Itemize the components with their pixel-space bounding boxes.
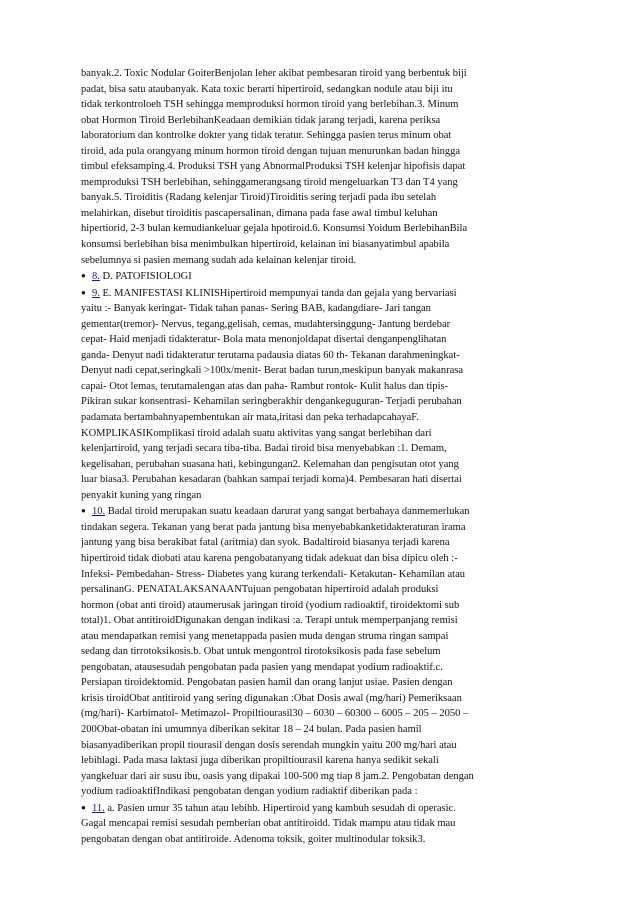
text-line <box>81 426 561 442</box>
text-line <box>81 644 561 660</box>
item-number-link[interactable]: 9. <box>92 287 100 299</box>
text-line <box>81 82 561 98</box>
text-line <box>81 332 561 348</box>
text-line <box>81 613 561 629</box>
text-line <box>81 348 561 364</box>
line-text: Denyut nadi cepat,seringkali >100x/menit- Berat badan turun,meskipun banyak makanrasa <box>81 365 464 377</box>
line-text: pengobatan, atausesudah pengobatan pada pasien yang mendapat yodium radioaktif.c. <box>81 661 443 673</box>
line-text: pengobatan dengan obat antitiroide. Adenoma toksik, goiter multinodular toksik3. <box>81 833 426 845</box>
text-line <box>81 488 561 504</box>
text-line <box>81 503 561 520</box>
line-text: hormon (obat anti tiroid) ataumerusak jaringan tiroid (yodium radioaktif, tiroidektomi sub <box>81 599 460 611</box>
line-text: Gagal mencapai remisi sesudah pemberian obat antitiroidd. Tidak mampu atau tidak mau <box>81 818 456 830</box>
line-text: konsumsi berlebihan bisa menimbulkan hipertiroid, kelainan ini biasanyatimbul apabila <box>81 239 450 251</box>
numbered-paragraph <box>81 285 561 504</box>
text-line <box>81 144 561 160</box>
line-text: banyak.2. Toxic Nodular GoiterBenjolan leher akibat pembesaran tiroid yang berbentuk biji <box>81 68 467 79</box>
text-line <box>81 629 561 645</box>
line-text: (mg/hari)- Karbimatol- Metimazol- Propiltiourasil30 – 6030 – 60300 – 6005 – 205 – 2050 – <box>81 708 469 720</box>
text-paragraph <box>81 66 561 268</box>
text-line <box>81 441 561 457</box>
text-line <box>81 784 561 800</box>
text-line <box>81 567 561 583</box>
line-text: a. Pasien umur 35 tahun atau lebihb. Hipertiroid yang kambuh sesudah di operasic. <box>107 802 456 814</box>
line-text: padat, bisa satu ataubanyak. Kata toxic berarti hipertiroid, sedangkan nodule atau biji itu <box>81 83 453 95</box>
text-line <box>81 410 561 426</box>
line-text: atau mendapatkan remisi yang menetappada pasien muda dengan struma ringan sampai <box>81 630 449 642</box>
line-text: tiroid, ada pula orangyang minum hormon tiroid dengan tujuan menurunkan badan hingga <box>81 145 461 157</box>
text-line <box>81 206 561 222</box>
text-line <box>81 457 561 473</box>
line-text: luar biasa3. Perubahan kesadaran (bahkan sampai terjadi koma)4. Pembesaran hati disertai <box>81 474 462 486</box>
line-text: penyakit kuning yang ringan <box>81 489 202 501</box>
item-number-link[interactable]: 11. <box>92 802 105 814</box>
line-text: Infeksi- Pembedahan- Stress- Diabetes yang kurang terkendali- Ketakutan- Kehamilan atau <box>81 568 465 580</box>
line-text: tindakan segera. Tekanan yang berat pada jantung bisa menyebabkanketidakteraturan irama <box>81 521 466 533</box>
text-line <box>81 237 561 253</box>
line-text: jantung yang bisa berakibat fatal (aritmia) dan syok. Badaltiroid biasanya terjadi karena <box>81 537 450 549</box>
text-line <box>81 301 561 317</box>
line-text: yaitu :- Banyak keringat- Tidak tahan panas- Sering BAB, kadangdiare- Jari tangan <box>81 303 431 315</box>
numbered-paragraph <box>81 800 561 848</box>
numbered-paragraph <box>81 503 561 799</box>
text-line <box>81 66 561 82</box>
text-line <box>81 472 561 488</box>
line-text: melahirkan, disebut tiroiditis pascapersalinan, dimana pada fase awal timbul keluhan <box>81 207 438 219</box>
text-line <box>81 769 561 785</box>
item-number-link[interactable]: 10. <box>92 506 106 518</box>
line-text: hipertiroid tidak diobati atau karena pengobatanyang tidak adekuat dan bisa dipicu oleh :- <box>81 552 458 564</box>
text-line <box>81 535 561 551</box>
text-line <box>81 816 561 832</box>
line-text: laboratorium dan kontrolke dokter yang tidak teratur. Sehingga pasien terus minum obat <box>81 130 452 142</box>
line-text: lebihlagi. Pada masa laktasi juga diberikan propiltiourasil karena hanya sedikit sekali <box>81 755 439 767</box>
text-line <box>81 753 561 769</box>
text-line <box>81 285 561 302</box>
line-text: krisis tiroidObat antitiroid yang sering digunakan :Obat Dosis awal (mg/hari) Pemeriksaan <box>81 692 462 704</box>
text-line <box>81 675 561 691</box>
line-text: 200Obat-obatan ini umumnya diberikan sekitar 18 – 24 bulan. Pada pasien hamil <box>81 723 422 735</box>
line-text: padamata bertambahnyapembentukan air mata,iritasi dan peka terhadapcahayaF. <box>81 412 419 424</box>
line-text: E. MANIFESTASI KLINISHipertiroid mempunyai tanda dan gejala yang bervariasi <box>102 287 457 299</box>
line-text: obat Hormon Tiroid BerlebihanKeadaan demikian tidak jarang terjadi, karena periksa <box>81 114 441 126</box>
line-text: hipertiorid, 2-3 bulan kemudiankeluar gejala hpotiroid.6. Konsumsi Yoidum BerlebihanBila <box>81 223 468 235</box>
line-text: timbul efeksamping.4. Produksi TSH yang AbnormalProduksi TSH kelenjar hipofisis dapat <box>81 161 466 173</box>
line-text: yodium radioaktifIndikasi pengobatan dengan yodium radiaktif diberikan pada : <box>81 786 418 798</box>
line-text: yangkeluar dari air susu ibu, oasis yang dipakai 100-500 mg tiap 8 jam.2. Pengobatan dengan <box>81 770 474 782</box>
line-text: Pikiran sukar konsentrasi- Kehamilan seringberakhir dengankeguguran- Terjadi perubahan <box>81 396 462 408</box>
bullet-icon: ● <box>81 506 86 516</box>
text-line <box>81 691 561 707</box>
numbered-paragraph <box>81 268 561 285</box>
text-line <box>81 598 561 614</box>
text-line <box>81 159 561 175</box>
line-text: Persiapan tiroidektomid. Pengobatan pasien hamil dan orang lanjut usiae. Pasien dengan <box>81 677 453 689</box>
bullet-icon: ● <box>81 287 86 297</box>
text-line <box>81 317 561 333</box>
text-line <box>81 97 561 113</box>
line-text: kelenjartiroid, yang terjadi secara tiba-tiba. Badai tiroid bisa menyebabkan :1. Demam, <box>81 443 447 455</box>
item-number-link[interactable]: 8. <box>92 271 100 283</box>
line-text: gementar(tremor)- Nervus, tegang,gelisah, cemas, mudahtersinggung- Jantung berdebar <box>81 318 451 330</box>
line-text: total)1. Obat antitiroidDigunakan dengan indikasi :a. Terapi untuk memperpanjang remisi <box>81 615 458 627</box>
text-line <box>81 722 561 738</box>
bullet-icon: ● <box>81 802 86 812</box>
line-text: banyak.5. Tiroiditis (Radang kelenjar Tiroid)Tiroiditis sering terjadi pada ibu setelah <box>81 192 437 204</box>
line-text: cepat- Haid menjadi tidakteratur- Bola mata menonjoldapat disertai denganpenglihatan <box>81 334 447 346</box>
line-text: Badal tiroid merupakan suatu keadaan darurat yang sangat berbahaya danmemerlukan <box>107 506 470 518</box>
line-text: biasanyadiberikan propil tiourasil dengan dosis serendah mungkin yaitu 200 mg/hari atau <box>81 739 457 751</box>
text-line <box>81 253 561 269</box>
document-page <box>81 66 561 847</box>
text-line <box>81 190 561 206</box>
text-line <box>81 738 561 754</box>
text-line <box>81 582 561 598</box>
text-line <box>81 363 561 379</box>
line-text: KOMPLIKASIKomplikasi tiroid adalah suatu aktivitas yang sangat berlebihan dari <box>81 427 432 439</box>
bullet-icon: ● <box>81 271 86 281</box>
line-text: sebelumnya si pasien memang sudah ada kelainan kelenjar tiroid. <box>81 254 356 266</box>
text-line <box>81 660 561 676</box>
line-text: ganda- Denyut nadi tidakteratur terutama padausia diatas 60 th- Tekanan darahmeningkat- <box>81 349 460 361</box>
text-line <box>81 520 561 536</box>
text-line <box>81 113 561 129</box>
text-line <box>81 800 561 817</box>
text-line <box>81 394 561 410</box>
text-line <box>81 832 561 848</box>
line-text: memproduksi TSH berlebihan, sehinggamerangsang tiroid mengeluarkan T3 dan T4 yang <box>81 176 458 188</box>
text-line <box>81 551 561 567</box>
text-line <box>81 175 561 191</box>
line-text: persalinanG. PENATALAKSANAANTujuan pengobatan hipertiroid adalah produksi <box>81 584 439 596</box>
text-line <box>81 706 561 722</box>
line-text: D. PATOFISIOLOGI <box>102 271 192 283</box>
text-line <box>81 128 561 144</box>
text-line <box>81 221 561 237</box>
line-text: kegelisahan, perubahan suasana hati, kebingungan2. Kelemahan dan pengisutan otot yang <box>81 458 459 470</box>
line-text: tidak terkontroloeh TSH sehingga memproduksi hormon tiroid yang berlebihan.3. Minum <box>81 99 459 111</box>
text-line <box>81 268 561 285</box>
line-text: capai- Otot lemas, terutamalengan atas dan paha- Rambut rontok- Kulit halus dan tipis- <box>81 380 449 392</box>
line-text: sedang dan tirrotoksikosis.b. Obat untuk mengontrol tirotoksikosis pada fase sebelum <box>81 646 441 658</box>
text-line <box>81 379 561 395</box>
